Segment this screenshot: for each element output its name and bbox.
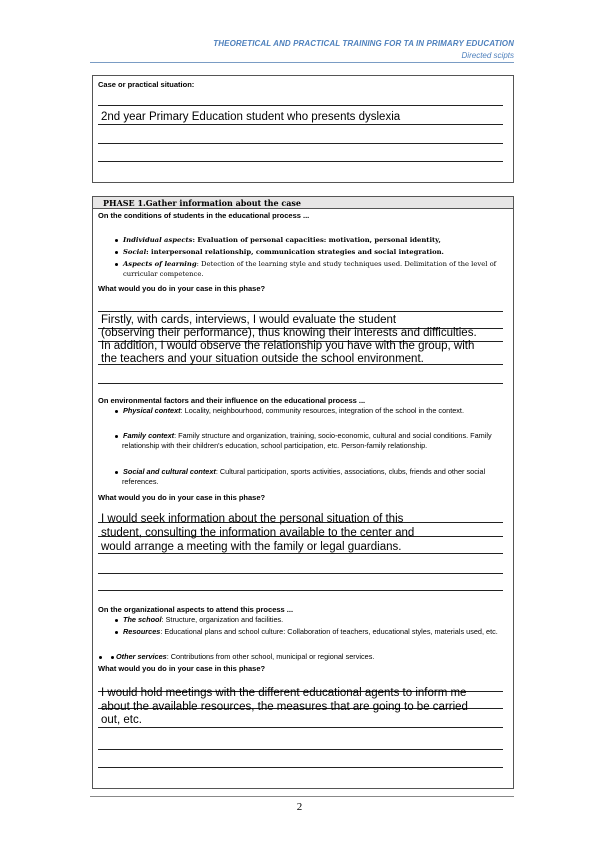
answer-line: I would seek information about the personal situation of this [101,513,404,525]
section2-heading: On environmental factors and their influence on the educational process ... [98,396,366,405]
answer-rule [98,536,503,537]
answer-line: I would hold meetings with the different educational agents to inform me [101,687,467,699]
bullet-icon [115,471,118,474]
case-label: Case or practical situation: [98,80,195,89]
answer-rule [98,590,503,591]
phase1-header [93,197,513,209]
answer-rule [98,573,503,574]
section1-heading: On the conditions of students in the educational process ... [98,211,310,220]
bullet-item: The school: Structure, organization and facilities. [115,615,514,625]
answer-line: (observing their performance), thus knowing their interests and difficulties. [101,327,477,339]
bullet-item: Other services: Contributions from other school, municipal or regional services. [99,652,507,662]
phase1-box [92,196,514,789]
section1-question: What would you do in your case in this phase? [98,284,266,293]
answer-rule [98,311,503,312]
case-answer: 2nd year Primary Education student who presents dyslexia [101,111,401,123]
answer-line: student, consulting the information available to the center and [101,527,415,539]
answer-rule [98,522,503,523]
header-subtitle: Directed scipts [461,51,514,60]
page-number: 2 [296,801,303,813]
answer-rule [98,383,503,384]
header-title: THEORETICAL AND PRACTICAL TRAINING FOR TA IN PRIMARY EDUCATION [213,39,514,48]
answer-rule [98,105,503,106]
section3-question: What would you do in your case in this phase? [98,664,266,673]
case-box [92,75,514,183]
phase1-title: PHASE 1.Gather information about the case [103,198,302,208]
footer-rule [90,796,514,797]
section2-question: What would you do in your case in this phase? [98,493,266,502]
bullet-item: Family context: Family structure and organization, training, socio-economic, cultural and social conditions. Family relationship with their children's education, school participation, etc. Person-family relationship. [115,431,514,451]
bullet-item: Social and cultural context: Cultural participation, sports activities, associations, clubs, friends and other social references. [115,467,514,487]
bullet-icon [115,631,118,634]
bullet-icon [115,619,118,622]
answer-line: the teachers and your situation outside the school environment. [101,353,424,365]
bullet-item: Social: interpersonal relationship, communication strategies and social integration. [115,247,505,257]
answer-rule [98,553,503,554]
answer-rule [98,161,503,162]
bullet-icon [115,251,118,254]
answer-line: out, etc. [101,714,142,726]
header-rule [90,62,514,63]
bullet-icon [111,656,114,659]
bullet-item: Resources: Educational plans and school culture: Collaboration of teachers, educational styles, materials used, etc. [115,627,514,637]
bullet-icon [115,410,118,413]
answer-rule [98,767,503,768]
answer-line: In addition, I would observe the relationship you have with the group, with [101,340,475,352]
section3-heading: On the organizational aspects to attend this process ... [98,605,294,614]
bullet-icon [115,263,118,266]
bullet-item: Physical context: Locality, neighbourhood, community resources, integration of the school in the context. [115,406,514,416]
bullet-icon [99,656,102,659]
answer-rule [98,727,503,728]
bullet-icon [115,239,118,242]
bullet-item: Aspects of learning: Detection of the learning style and study techniques used. Delimitation of the level of curricular competence. [115,259,515,279]
answer-rule [98,749,503,750]
answer-line: about the available resources, the measures that are going to be carried [101,701,468,713]
answer-line: Firstly, with cards, interviews, I would evaluate the student [101,314,397,326]
answer-rule [98,143,503,144]
answer-line: would arrange a meeting with the family or legal guardians. [101,541,402,553]
answer-rule [98,124,503,125]
bullet-icon [115,435,118,438]
bullet-item: Individual aspects: Evaluation of personal capacities: motivation, personal identity, [115,235,505,245]
